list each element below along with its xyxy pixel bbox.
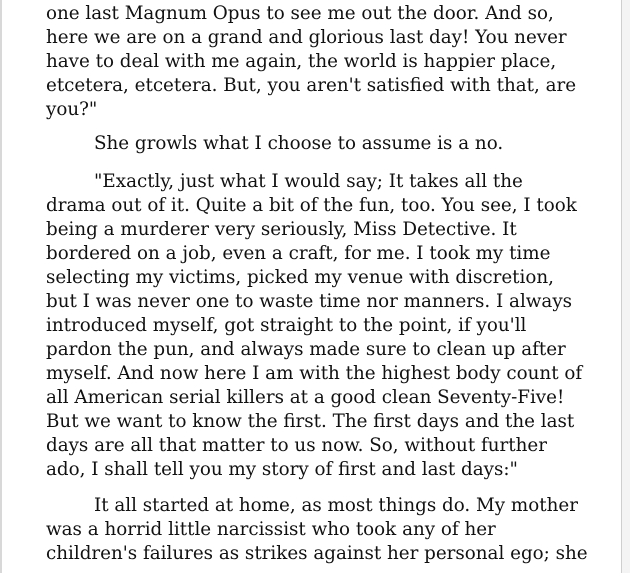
text-line: myself. And now here I am with the highest body count of xyxy=(46,363,583,384)
text-line: days are all that matter to us now. So, without further xyxy=(46,435,547,456)
text-line: ado, I shall tell you my story of first and last days:" xyxy=(46,459,518,480)
text-line: all American serial killers at a good clean Seventy-Five! xyxy=(46,387,565,408)
text-line: introduced myself, got straight to the point, if you'll xyxy=(46,315,527,336)
text-line: But we want to know the first. The first days and the last xyxy=(46,411,575,432)
text-line: "Exactly, just what I would say; It takes all the xyxy=(94,171,523,192)
text-line: here we are on a grand and glorious last day! You never xyxy=(46,27,567,48)
text-line: being a murderer very seriously, Miss Detective. It xyxy=(46,219,517,240)
text-line: It all started at home, as most things do. My mother xyxy=(94,495,578,516)
page-edge xyxy=(621,0,630,573)
text-line: drama out of it. Quite a bit of the fun, too. You see, I took xyxy=(46,195,577,216)
text-line: bordered on a job, even a craft, for me. I took my time xyxy=(46,243,551,264)
text-line: children's failures as strikes against her personal ego; she xyxy=(46,543,588,564)
text-line: pardon the pun, and always made sure to clean up after xyxy=(46,339,566,360)
text-line: etcetera, etcetera. But, you aren't satisfied with that, are xyxy=(46,75,577,96)
text-line: but I was never one to waste time nor manners. I always xyxy=(46,291,573,312)
text-line: was a horrid little narcissist who took any of her xyxy=(46,519,496,540)
text-line: have to deal with me again, the world is happier place, xyxy=(46,51,557,72)
text-line: one last Magnum Opus to see me out the door. And so, xyxy=(46,3,554,24)
text-line: selecting my victims, picked my venue with discretion, xyxy=(46,267,554,288)
text-line: She growls what I choose to assume is a no. xyxy=(94,133,504,154)
text-line: you?" xyxy=(46,99,98,120)
